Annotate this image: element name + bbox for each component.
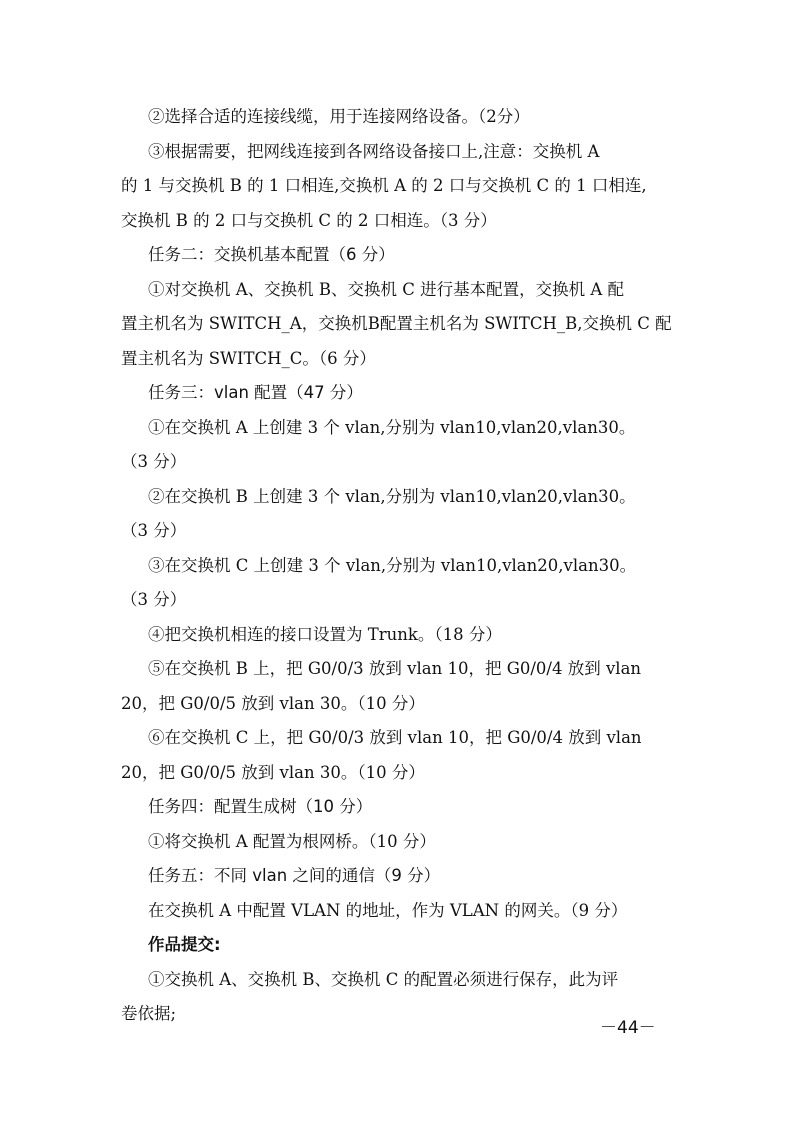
section-heading: 任务四：配置生成树（10 分） [148, 797, 373, 816]
text-line: ②在交换机 B 上创建 3 个 vlan,分别为 vlan10,vlan20,vlan30。 [148, 486, 636, 506]
text-line: （3 分） [121, 452, 187, 471]
section-heading: 任务五：不同 vlan 之间的通信（9 分） [148, 866, 441, 885]
text-line: ①交换机 A、交换机 B、交换机 C 的配置必须进行保存，此为评 [148, 969, 619, 989]
text-line: ⑤在交换机 B 上，把 G0/0/3 放到 vlan 10，把 G0/0/4 放到 vlan [148, 659, 642, 678]
text-line: 置主机名为 SWITCH_C。（6 分） [121, 348, 376, 368]
text-line: ③在交换机 C 上创建 3 个 vlan,分别为 vlan10,vlan20,vlan30。 [148, 555, 637, 575]
section-heading: 作品提交: [148, 935, 221, 954]
document-body [121, 100, 676, 1032]
text-line: ①在交换机 A 上创建 3 个 vlan,分别为 vlan10,vlan20,vlan30。 [148, 417, 636, 437]
section-heading: 任务二：交换机基本配置（6 分） [148, 245, 395, 264]
text-line: 置主机名为 SWITCH_A，交换机B配置主机名为 SWITCH_B,交换机 C 配 [121, 314, 672, 333]
text-line: ①对交换机 A、交换机 B、交换机 C 进行基本配置，交换机 A 配 [148, 279, 625, 299]
text-line: ②选择合适的连接线缆，用于连接网络设备。（2分） [148, 107, 530, 126]
text-line: ④把交换机相连的接口设置为 Trunk。（18 分） [148, 624, 502, 644]
text-line: 在交换机 A 中配置 VLAN 的地址，作为 VLAN 的网关。（9 分） [148, 900, 628, 920]
text-line: 20，把 G0/0/5 放到 vlan 30。（10 分） [121, 762, 425, 782]
text-line: （3 分） [121, 521, 187, 540]
text-line: 交换机 B 的 2 口与交换机 C 的 2 口相连。（3 分） [121, 210, 497, 230]
text-line: 卷依据; [121, 1004, 177, 1023]
text-line: ⑥在交换机 C 上，把 G0/0/3 放到 vlan 10，把 G0/0/4 放到 vlan [148, 728, 642, 747]
text-line: ③根据需要，把网线连接到各网络设备接口上,注意：交换机 A [148, 141, 600, 161]
page-number: －44－ [600, 1018, 656, 1038]
text-line: 的 1 与交换机 B 的 1 口相连,交换机 A 的 2 口与交换机 C 的 1 口相连, [121, 176, 647, 195]
text-line: ①将交换机 A 配置为根网桥。（10 分） [148, 831, 436, 851]
text-line: 20，把 G0/0/5 放到 vlan 30。（10 分） [121, 693, 425, 713]
section-heading: 任务三：vlan 配置（47 分） [148, 383, 363, 402]
text-line: （3 分） [121, 590, 187, 609]
